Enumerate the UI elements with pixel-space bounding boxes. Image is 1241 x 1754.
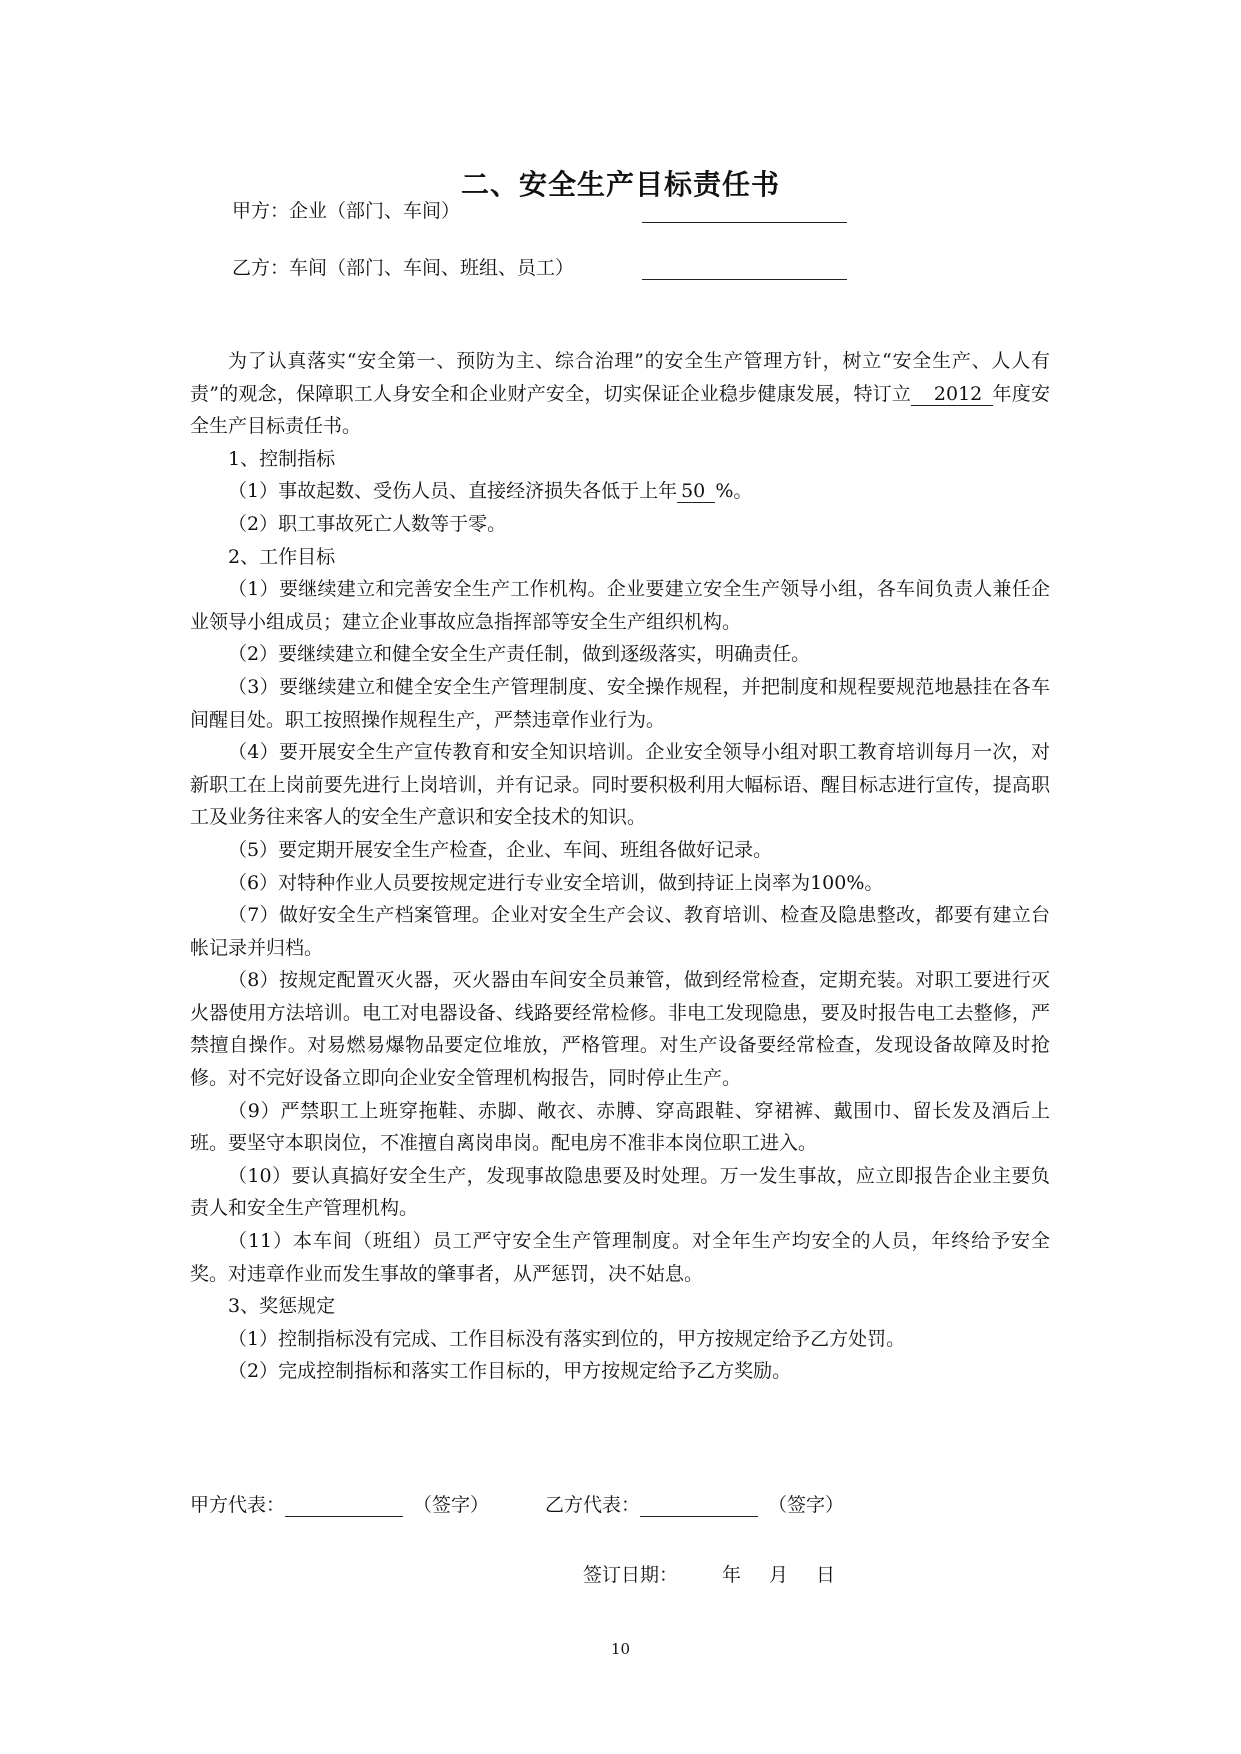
date-month: 月 [769, 1564, 789, 1586]
section2-item: （3）要继续建立和健全安全生产管理制度、安全操作规程，并把制度和规程要规范地悬挂在各车间醒目处。职工按照操作规程生产，严禁违章作业行为。 [190, 675, 1050, 731]
party-a-blank [642, 202, 847, 223]
section2-item: （8）按规定配置灭火器，灭火器由车间安全员兼管，做到经常检查，定期充装。对职工要进行灭火器使用方法培训。电工对电器设备、线路要经常检修。非电工发现隐患，要及时报告电工去整修，严禁擅自操作。对易燃易爆物品要定位堆放，严格管理。对生产设备要经常检查，发现设备故障及时抢修。对不完好设备立即向企业安全管理机构报告，同时停止生产。 [190, 969, 1050, 1090]
section2-item: （7）做好安全生产档案管理。企业对安全生产会议、教育培训、检查及隐患整改，都要有建立台帐记录并归档。 [190, 904, 1050, 959]
date-day: 日 [816, 1564, 836, 1586]
section2-item: （11）本车间（班组）员工严守安全生产管理制度。对全年生产均安全的人员，年终给予安全奖。对违章作业而发生事故的肇事者，从严惩罚，决不姑息。 [190, 1230, 1050, 1285]
section2-item: （9）严禁职工上班穿拖鞋、赤脚、敞衣、赤膊、穿高跟鞋、穿裙裤、戴围巾、留长发及酒后上班。要坚守本职岗位，不准擅自离岗串岗。配电房不准非本岗位职工进入。 [190, 1099, 1050, 1155]
year-blank: 2012 [911, 383, 992, 406]
party-b-rep-label: 乙方代表： [545, 1494, 641, 1516]
party-b-label: 乙方：车间（部门、车间、班组、员工） [232, 257, 575, 279]
section2-item: （4）要开展安全生产宣传教育和安全知识培训。企业安全领导小组对职工教育培训每月一次，对新职工在上岗前要先进行上岗培训，并有记录。同时要积极利用大幅标语、醒目标志进行宣传，提高职工及业务往来客人的安全生产意识和安全技术的知识。 [190, 741, 1050, 829]
section2-item: （1）要继续建立和完善安全生产工作机构。企业要建立安全生产领导小组，各车间负责人兼任企业领导小组成员；建立企业事故应急指挥部等安全生产组织机构。 [190, 578, 1050, 633]
party-b-sign-note: （签字） [768, 1494, 845, 1516]
party-a-rep-label: 甲方代表： [190, 1494, 286, 1516]
section1-heading: 1、控制指标 [228, 447, 336, 470]
party-b-row [232, 253, 847, 280]
section3-item: （2）完成控制指标和落实工作目标的，甲方按规定给予乙方奖励。 [228, 1360, 792, 1383]
page-number: 10 [610, 1640, 631, 1658]
percent-blank: 50 [677, 480, 715, 503]
section3-heading: 3、奖惩规定 [228, 1295, 336, 1318]
document-body [190, 345, 1050, 1388]
party-b-blank [642, 259, 847, 280]
party-a-sign-note: （签字） [413, 1494, 490, 1516]
party-a-label: 甲方：企业（部门、车间） [232, 200, 461, 222]
party-a-sign-blank [285, 1496, 403, 1517]
section2-item: （6）对特种作业人员要按规定进行专业安全培训，做到持证上岗率为100%。 [228, 871, 884, 894]
page-title: 二、安全生产目标责任书 [460, 168, 780, 201]
section1-item: （2）职工事故死亡人数等于零。 [228, 512, 507, 535]
party-b-sign-blank [640, 1496, 758, 1517]
section1-item: （1）事故起数、受伤人员、直接经济损失各低于上年 50 %。 [228, 480, 753, 503]
signature-row [190, 1490, 844, 1517]
signing-date-row [583, 1560, 835, 1587]
section2-item: （5）要定期开展安全生产检查，企业、车间、班组各做好记录。 [228, 838, 773, 861]
section2-item: （10）要认真搞好安全生产，发现事故隐患要及时处理。万一发生事故，应立即报告企业主要负责人和安全生产管理机构。 [190, 1164, 1050, 1220]
intro-paragraph: 为了认真落实“安全第一、预防为主、综合治理”的安全生产管理方针，树立“安全生产、人人有责”的观念，保障职工人身安全和企业财产安全，切实保证企业稳步健康发展，特订立 2012 年度安全生产目标责任书。 [190, 350, 1050, 438]
date-year: 年 [722, 1564, 742, 1586]
section3-item: （1）控制指标没有完成、工作目标没有落实到位的，甲方按规定给予乙方处罚。 [228, 1327, 906, 1350]
section2-item: （2）要继续建立和健全安全生产责任制，做到逐级落实，明确责任。 [228, 643, 811, 666]
date-label: 签订日期： [583, 1564, 679, 1586]
party-a-row [232, 196, 847, 223]
section2-heading: 2、工作目标 [228, 545, 336, 568]
